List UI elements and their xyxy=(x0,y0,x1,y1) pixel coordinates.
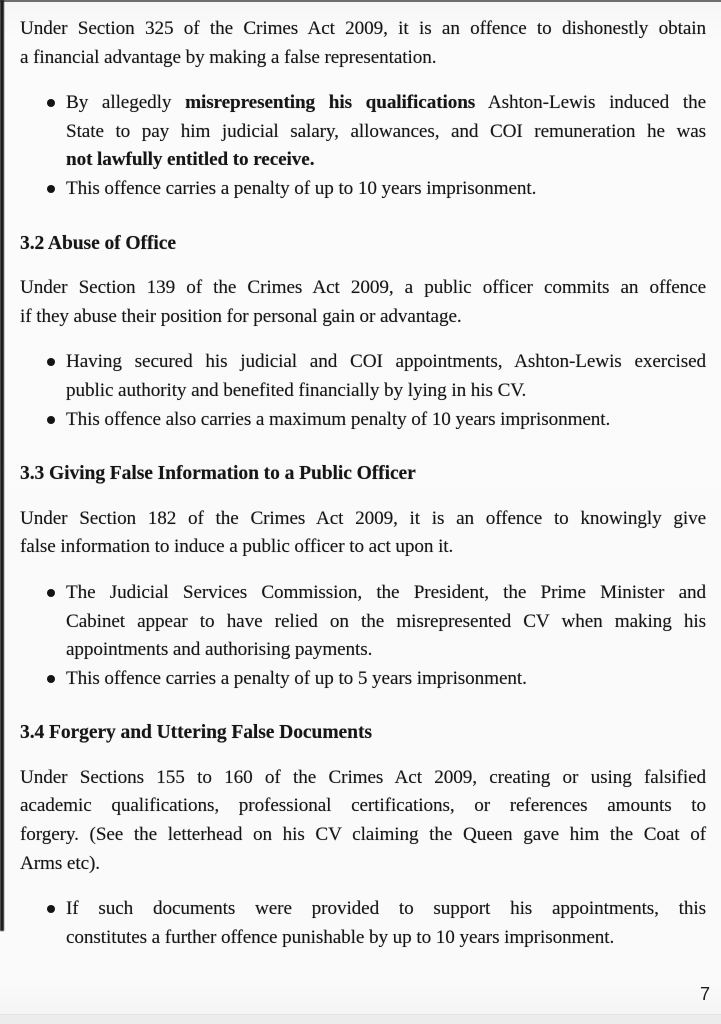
body-text: Under Sections 155 to 160 of the Crimes Act 2009, creating or using falsified xyxy=(20,766,706,788)
text-line xyxy=(20,764,706,793)
text-line xyxy=(20,44,706,73)
body-text: if they abuse their position for personal gain or advantage. xyxy=(20,305,462,327)
body-paragraph xyxy=(20,15,706,72)
body-text: Having secured his judicial and COI appointments, Ashton-Lewis exercised xyxy=(66,351,706,373)
text-line xyxy=(20,850,706,879)
text-line xyxy=(20,792,706,821)
body-text: Ashton-Lewis induced the xyxy=(475,92,706,114)
body-text: This offence carries a penalty of up to 5 years imprisonment. xyxy=(66,667,527,689)
bullet-icon xyxy=(47,358,55,366)
text-line xyxy=(20,274,706,303)
scan-edge-left xyxy=(0,0,4,931)
body-text: State to pay him judicial salary, allowances, and COI remuneration he was xyxy=(66,120,706,142)
text-line xyxy=(66,146,706,175)
bullet-icon xyxy=(47,185,55,193)
page-number: 7 xyxy=(699,984,710,1004)
section-heading: 3.4 Forgery and Uttering False Documents xyxy=(20,722,372,744)
section-heading: 3.2 Abuse of Office xyxy=(20,232,176,254)
bullet-list xyxy=(20,895,706,952)
body-text: a financial advantage by making a false representation. xyxy=(20,46,437,68)
text-line xyxy=(66,89,706,118)
bullet-list xyxy=(20,348,706,434)
text-line xyxy=(66,377,706,406)
body-text: The Judicial Services Commission, the President, the Prime Minister and xyxy=(66,581,706,603)
bullet-item xyxy=(20,348,706,405)
body-text: public authority and benefited financially by lying in his CV. xyxy=(66,379,527,401)
body-text: This offence also carries a maximum penalty of 10 years imprisonment. xyxy=(66,408,611,430)
text-line xyxy=(66,924,706,953)
body-text: This offence carries a penalty of up to 10 years imprisonment. xyxy=(66,177,537,199)
bullet-item xyxy=(20,89,706,175)
body-text: Arms etc). xyxy=(20,852,100,874)
bold-text: misrepresenting his qualifications xyxy=(185,92,476,114)
body-text: constitutes a further offence punishable by up to 10 years imprisonment. xyxy=(66,926,615,948)
text-line xyxy=(20,533,706,562)
bullet-item xyxy=(20,665,706,694)
bullet-item xyxy=(20,175,706,204)
text-line xyxy=(66,636,706,665)
text-line xyxy=(66,348,706,377)
body-text: By allegedly xyxy=(66,92,186,114)
body-text: Under Section 325 of the Crimes Act 2009, it is an offence to dishonestly obtain xyxy=(20,18,706,39)
body-paragraph xyxy=(20,505,706,562)
body-text: appointments and authorising payments. xyxy=(66,639,373,661)
document-content xyxy=(20,15,706,952)
bullet-icon xyxy=(47,99,55,107)
text-line xyxy=(66,579,706,608)
text-line xyxy=(20,821,706,850)
bullet-icon xyxy=(47,675,55,683)
bullet-icon xyxy=(47,416,55,424)
bullet-list xyxy=(20,89,706,203)
text-line xyxy=(66,665,706,694)
body-text: If such documents were provided to support his appointments, this xyxy=(66,898,706,920)
body-text: Cabinet appear to have relied on the misrepresented CV when making his xyxy=(66,610,706,632)
text-line xyxy=(66,175,706,204)
text-line xyxy=(20,505,706,534)
bullet-item xyxy=(20,895,706,952)
body-text: Under Section 182 of the Crimes Act 2009, it is an offence to knowingly give xyxy=(20,507,706,529)
section-heading: 3.3 Giving False Information to a Public Officer xyxy=(20,463,416,485)
body-text: false information to induce a public officer to act upon it. xyxy=(20,536,454,558)
scan-edge-bottom xyxy=(0,1014,721,1024)
text-line xyxy=(20,303,706,332)
text-line xyxy=(66,895,706,924)
bold-text: not lawfully entitled to receive. xyxy=(66,149,315,171)
body-text: Under Section 139 of the Crimes Act 2009, a public officer commits an offence xyxy=(20,277,706,299)
text-line xyxy=(20,15,706,44)
body-paragraph xyxy=(20,274,706,331)
body-text: academic qualifications, professional certifications, or references amounts to xyxy=(20,795,706,817)
bullet-list xyxy=(20,579,706,693)
body-paragraph xyxy=(20,764,706,878)
bullet-item xyxy=(20,406,706,435)
scan-edge-top xyxy=(0,0,721,2)
bullet-icon xyxy=(47,589,55,597)
text-line xyxy=(66,118,706,147)
bullet-item xyxy=(20,579,706,665)
bullet-icon xyxy=(47,905,55,913)
text-line xyxy=(66,608,706,637)
text-line xyxy=(66,406,706,435)
body-text: forgery. (See the letterhead on his CV claiming the Queen gave him the Coat of xyxy=(20,824,706,846)
